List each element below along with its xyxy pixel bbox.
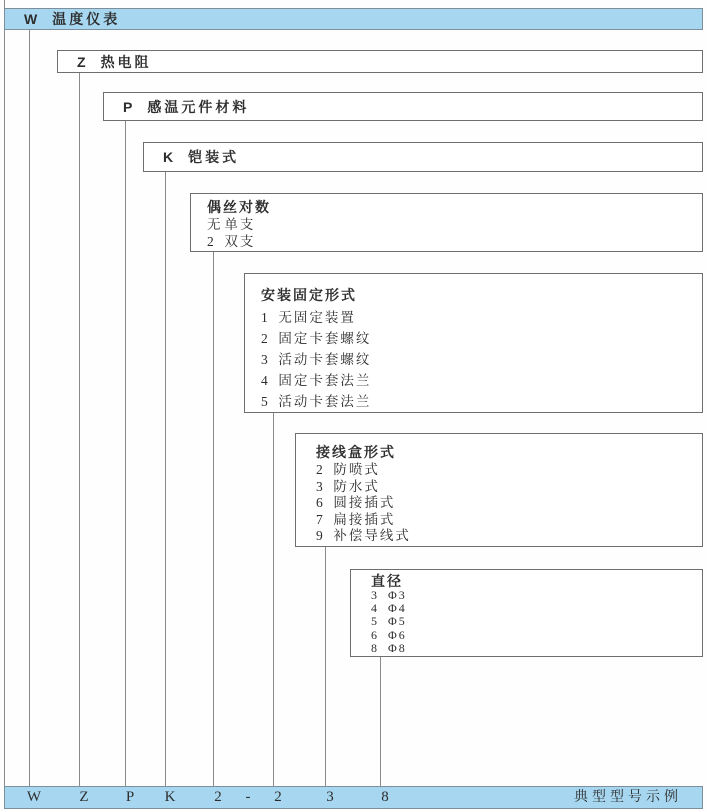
item-code: 4: [371, 601, 377, 616]
connector-p: [125, 121, 126, 786]
group-item: [316, 495, 702, 512]
level-code: Z: [77, 53, 86, 70]
item-code: 7: [316, 511, 323, 527]
item-label: 防喷式: [333, 462, 380, 477]
example-caption: 典型型号示例: [574, 790, 682, 805]
connector-w: [29, 30, 30, 786]
item-code: 无: [207, 217, 221, 232]
group-item: [316, 479, 702, 496]
example-code-2a: 2: [214, 789, 222, 805]
example-bar: [4, 786, 703, 809]
page-left-border-line: [4, 0, 5, 786]
item-label: 双支: [224, 234, 256, 249]
item-code: 9: [316, 528, 323, 543]
level-code: W: [24, 11, 38, 27]
connector-mounting: [273, 413, 274, 786]
item-label: Φ4: [388, 601, 407, 616]
item-code: 5: [261, 394, 268, 409]
example-code-w: W: [26, 789, 42, 805]
level-code: K: [163, 149, 174, 165]
example-code-z: Z: [79, 789, 89, 805]
item-code: 6: [316, 495, 323, 510]
item-label: 固定卡套螺纹: [278, 331, 372, 346]
item-code: 5: [371, 614, 377, 629]
example-code-k: K: [164, 789, 176, 805]
level-code: P: [123, 98, 133, 115]
item-label: Φ3: [388, 588, 407, 602]
example-code-3: 3: [326, 789, 334, 805]
item-label: 活动卡套法兰: [278, 394, 372, 409]
example-code-dash: -: [245, 789, 251, 805]
connector-diameter: [380, 657, 381, 786]
level-label: 热电阻: [100, 53, 152, 70]
item-code: 3: [316, 478, 323, 494]
item-code: 1: [261, 310, 268, 325]
level-label: 温度仪表: [52, 11, 121, 27]
item-label: 防水式: [333, 478, 380, 494]
level-label: 感温元件材料: [147, 98, 250, 115]
group-item: [261, 370, 702, 391]
group-item: [316, 512, 702, 529]
group-box-wire-pairs: [190, 193, 703, 252]
group-box-diameter: [350, 569, 703, 657]
connector-z: [79, 73, 80, 786]
item-code: 2: [316, 462, 323, 477]
group-title: 接线盒形式: [316, 444, 396, 460]
group-item: [371, 615, 702, 628]
item-code: 3: [371, 588, 377, 602]
group-item: [371, 629, 702, 642]
item-label: 固定卡套法兰: [278, 373, 372, 388]
example-code-2b: 2: [274, 789, 282, 805]
item-label: Φ5: [388, 614, 407, 629]
item-label: 补偿导线式: [333, 528, 411, 543]
item-label: 扁接插式: [333, 511, 396, 527]
item-code: 2: [207, 234, 214, 249]
group-item: [261, 391, 702, 412]
group-box-junction-box: [295, 433, 703, 547]
group-box-mounting: [244, 273, 703, 413]
item-label: 圆接插式: [333, 495, 396, 510]
group-item: [207, 233, 702, 250]
connector-wire-pairs: [213, 252, 214, 786]
level-box-p: [103, 92, 703, 121]
group-item: [261, 307, 702, 328]
level-box-z: [57, 50, 703, 73]
item-label: Φ6: [388, 627, 407, 642]
level-label: 铠装式: [188, 149, 240, 165]
group-item: [371, 642, 702, 655]
group-item: [316, 462, 702, 479]
group-item: [371, 602, 702, 615]
group-item: [371, 589, 702, 602]
level-box-w: [4, 8, 703, 30]
group-item: [261, 349, 702, 370]
item-label: 单支: [224, 217, 256, 232]
example-code-p: P: [125, 789, 135, 805]
group-item: [261, 328, 702, 349]
item-label: Φ8: [388, 640, 407, 655]
connector-junction-box: [325, 547, 326, 786]
level-box-k: [143, 142, 703, 172]
group-title: 安装固定形式: [261, 287, 357, 303]
item-code: 6: [371, 627, 377, 642]
item-code: 3: [261, 352, 268, 367]
group-title: 直径: [371, 573, 403, 589]
item-code: 8: [371, 640, 377, 655]
connector-k: [165, 172, 166, 786]
item-code: 2: [261, 331, 268, 346]
item-label: 无固定装置: [278, 310, 356, 325]
item-label: 活动卡套螺纹: [278, 352, 372, 367]
example-code-8: 8: [381, 789, 389, 805]
item-code: 4: [261, 373, 268, 388]
group-title: 偶丝对数: [207, 199, 271, 215]
group-item: [207, 216, 702, 233]
group-item: [316, 528, 702, 545]
